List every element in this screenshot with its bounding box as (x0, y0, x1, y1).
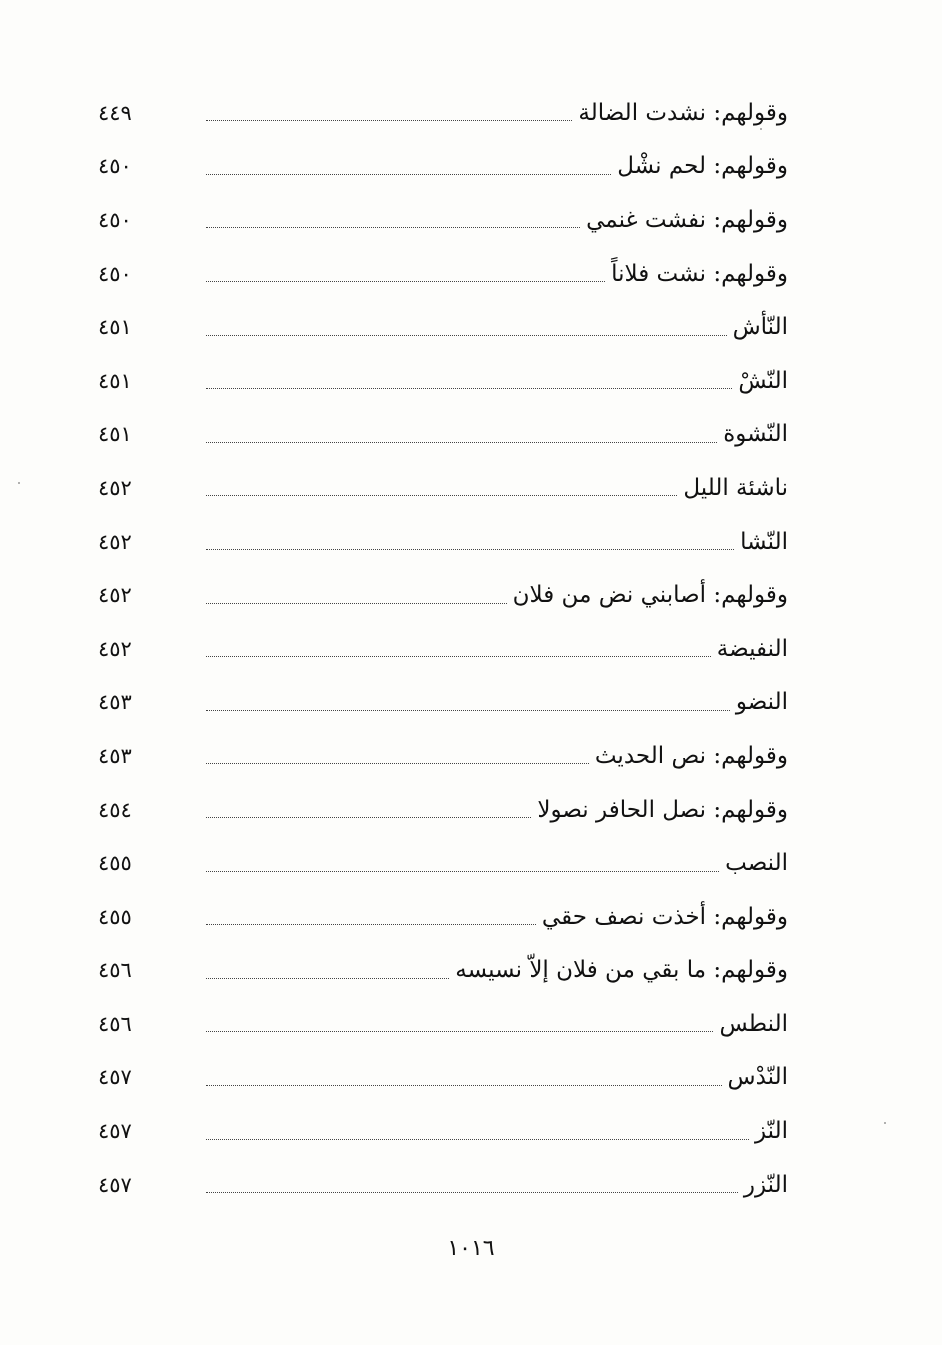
toc-entry-page: ٤٥٢ (98, 475, 132, 500)
toc-entry-page: ٤٥٢ (98, 529, 132, 554)
dot-leader (206, 1083, 722, 1086)
toc-entry (98, 997, 788, 1051)
toc-entry-page: ٤٥٠ (98, 261, 132, 286)
toc-entry-page: ٤٥١ (98, 422, 132, 447)
dot-leader (206, 172, 611, 175)
toc-entry-title: وقولهم: ما بقي من فلان إلاّ نسيسه (455, 957, 788, 984)
toc-entry (98, 622, 788, 676)
table-of-contents (98, 86, 788, 1211)
toc-entry-title: ناشئة الليل (683, 474, 788, 501)
toc-entry-title: وقولهم: لحم نشْل (617, 153, 788, 180)
dot-leader (206, 279, 605, 282)
toc-entry (98, 408, 788, 462)
toc-entry-page: ٤٥٤ (98, 797, 132, 822)
toc-entry-page: ٤٥١ (98, 315, 132, 340)
toc-entry-page: ٤٥٠ (98, 207, 132, 232)
page-number: ١٠١٦ (447, 1236, 495, 1261)
paper-speck (760, 128, 762, 130)
toc-entry-page: ٤٤٩ (98, 100, 132, 125)
dot-leader (206, 708, 730, 711)
toc-entry-title: النّدْس (727, 1064, 788, 1091)
toc-entry-page: ٤٥٧ (98, 1172, 132, 1197)
toc-entry (98, 836, 788, 890)
dot-leader (206, 118, 572, 121)
toc-entry (98, 890, 788, 944)
toc-entry-page: ٤٥٢ (98, 583, 132, 608)
toc-entry (98, 783, 788, 837)
toc-entry (98, 247, 788, 301)
toc-entry-page: ٤٥٣ (98, 743, 132, 768)
toc-entry (98, 515, 788, 569)
toc-entry-title: وقولهم: نفشت غنمي (586, 206, 788, 233)
toc-entry (98, 354, 788, 408)
toc-entry (98, 140, 788, 194)
dot-leader (206, 601, 507, 604)
toc-entry (98, 1104, 788, 1158)
toc-entry-title: النّأش (732, 314, 788, 341)
toc-entry-title: النّز (754, 1118, 788, 1145)
toc-entry (98, 86, 788, 140)
toc-entry-title: وقولهم: أصابني نض من فلان (512, 582, 788, 609)
toc-entry (98, 300, 788, 354)
toc-entry-page: ٤٥٥ (98, 851, 132, 876)
toc-entry-title: وقولهم: نص الحديث (594, 742, 788, 769)
toc-entry (98, 1051, 788, 1105)
toc-entry-page: ٤٥٦ (98, 958, 132, 983)
toc-entry-title: وقولهم: نصل الحافر نصولا (537, 796, 788, 823)
toc-entry-page: ٤٥٢ (98, 636, 132, 661)
toc-entry-title: النضو (735, 689, 788, 716)
paper-speck (18, 482, 20, 484)
dot-leader (206, 547, 734, 550)
toc-entry-title: النفيضة (716, 635, 788, 662)
toc-entry (98, 729, 788, 783)
dot-leader (206, 815, 531, 818)
toc-entry-title: النطس (719, 1010, 788, 1037)
toc-entry (98, 944, 788, 998)
dot-leader (206, 386, 732, 389)
toc-entry (98, 193, 788, 247)
toc-entry-page: ٤٥١ (98, 368, 132, 393)
toc-entry-page: ٤٥٣ (98, 690, 132, 715)
toc-entry (98, 1158, 788, 1212)
toc-entry-title: النّشْ (738, 367, 788, 394)
toc-entry-title: وقولهم: نشت فلاناً (611, 260, 788, 287)
toc-entry-title: وقولهم: نشدت الضالة (578, 99, 788, 126)
dot-leader (206, 869, 719, 872)
toc-entry (98, 568, 788, 622)
paper-speck (884, 1122, 886, 1124)
toc-entry-title: النّشا (740, 528, 788, 555)
toc-entry-title: النّشوة (723, 421, 788, 448)
dot-leader (206, 1137, 749, 1140)
toc-entry-title: النصب (725, 850, 788, 877)
toc-entry-page: ٤٥٦ (98, 1011, 132, 1036)
dot-leader (206, 1029, 713, 1032)
dot-leader (206, 922, 536, 925)
dot-leader (206, 761, 589, 764)
dot-leader (206, 493, 677, 496)
dot-leader (206, 333, 727, 336)
toc-entry-page: ٤٥٠ (98, 154, 132, 179)
toc-entry-title: النّزر (743, 1171, 788, 1198)
dot-leader (206, 440, 717, 443)
toc-entry-page: ٤٥٧ (98, 1065, 132, 1090)
toc-entry (98, 461, 788, 515)
toc-entry-page: ٤٥٥ (98, 904, 132, 929)
dot-leader (206, 654, 711, 657)
dot-leader (206, 976, 449, 979)
toc-entry-page: ٤٥٧ (98, 1119, 132, 1144)
toc-entry-title: وقولهم: أخذت نصف حقي (541, 903, 788, 930)
toc-entry (98, 676, 788, 730)
dot-leader (206, 1190, 738, 1193)
dot-leader (206, 225, 580, 228)
